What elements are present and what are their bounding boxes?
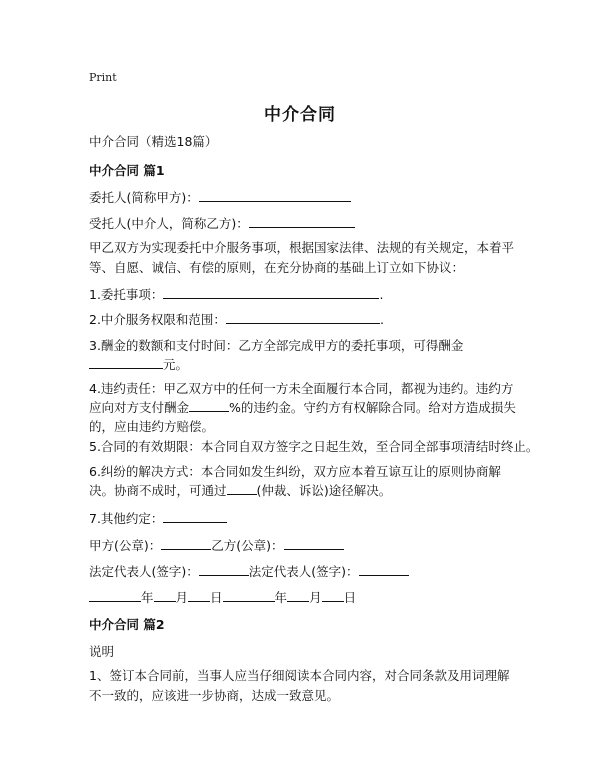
item4-blank[interactable]	[189, 398, 229, 412]
rep-b-blank[interactable]	[359, 562, 409, 576]
party-a-line	[89, 188, 519, 207]
date-b-month: 月	[309, 590, 322, 605]
item6-paragraph	[89, 462, 519, 500]
section1-heading: 中介合同 篇1	[89, 163, 165, 178]
seal-a-blank[interactable]	[161, 536, 211, 550]
item1-label: 1.委托事项：	[89, 287, 164, 302]
rep-a-blank[interactable]	[199, 562, 249, 576]
item6-text-b: (仲裁、诉讼)途径解决。	[256, 483, 392, 498]
item2-end: .	[379, 312, 384, 327]
item4-text-b: %的违约金。守约方有权解除合同。给对方造成损失的，应由违约方赔偿。	[89, 400, 516, 434]
item6-blank[interactable]	[227, 481, 257, 495]
date-a-day: 日	[210, 590, 223, 605]
section2-note1: 1、签订本合同前，当事人应当仔细阅读本合同内容，对合同条款及用词理解不一致的，应该进一步协商，达成一致意见。	[89, 668, 510, 703]
item4-text-a: 4.违约责任：甲乙双方中的任何一方未全面履行本合同，都视为违约。违约方应向对方支付酬金	[89, 381, 514, 415]
seal-b-label: 乙方(公章)：	[211, 538, 284, 553]
item7-blank[interactable]	[163, 509, 227, 523]
date-a-month-blank[interactable]	[154, 588, 176, 602]
date-a-month: 月	[175, 590, 189, 605]
date-b-year: 年	[274, 590, 288, 605]
item3-line2	[89, 355, 519, 374]
representative-line	[89, 562, 519, 581]
party-b-blank[interactable]	[249, 214, 355, 228]
item7-label: 7.其他约定：	[89, 511, 164, 526]
date-b-day: 日	[343, 590, 357, 605]
item3-line1: 3.酬金的数额和支付时间：乙方全部完成甲方的委托事项，可得酬金	[89, 338, 464, 353]
item4-paragraph	[89, 379, 519, 436]
date-b-month-blank[interactable]	[287, 588, 309, 602]
rep-b-label: 法定代表人(签字)：	[248, 564, 359, 579]
item6-text-a: 6.纠纷的解决方式：本合同如发生纠纷，双方应本着互谅互让的原则协商解决。协商不成时，可通过	[89, 464, 501, 498]
date-line	[89, 588, 519, 607]
seal-line	[89, 536, 519, 555]
item2-label: 2.中介服务权限和范围：	[89, 312, 226, 327]
item1-line	[89, 285, 519, 304]
item1-blank[interactable]	[163, 285, 379, 299]
section2-heading: 中介合同 篇2	[89, 617, 165, 632]
item2-line	[89, 310, 519, 329]
rep-a-label: 法定代表人(签字)：	[89, 564, 199, 579]
date-a-year: 年	[141, 590, 154, 605]
date-b-day-blank[interactable]	[322, 588, 344, 602]
seal-b-blank[interactable]	[284, 536, 344, 550]
seal-a-label: 甲方(公章)：	[89, 538, 162, 553]
party-a-label: 委托人(简称甲方)：	[89, 190, 199, 205]
date-a-day-blank[interactable]	[188, 588, 210, 602]
party-b-label: 受托人(中介人，简称乙方)：	[89, 216, 249, 231]
party-b-line	[89, 214, 519, 233]
item3-blank[interactable]	[89, 355, 163, 369]
item5-line: 5.合同的有效期限：本合同自双方签字之日起生效，至合同全部事项清结时终止。	[89, 439, 539, 454]
date-b-year-blank[interactable]	[223, 588, 275, 602]
section2-note-label: 说明	[89, 644, 115, 659]
party-a-blank[interactable]	[199, 188, 351, 202]
intro-paragraph: 甲乙双方为实现委托中介服务事项，根据国家法律、法规的有关规定，本着平等、自愿、诚信、有偿的原则，在充分协商的基础上订立如下协议：	[89, 240, 515, 275]
item3-end: 元。	[163, 357, 189, 372]
item2-blank[interactable]	[226, 310, 380, 324]
date-a-year-blank[interactable]	[89, 588, 141, 602]
item7-line	[89, 509, 519, 528]
document-title: 中介合同	[264, 105, 336, 125]
item1-end: .	[379, 287, 384, 302]
document-subtitle: 中介合同（精选18篇）	[89, 134, 218, 149]
print-label[interactable]: Print	[89, 71, 117, 84]
